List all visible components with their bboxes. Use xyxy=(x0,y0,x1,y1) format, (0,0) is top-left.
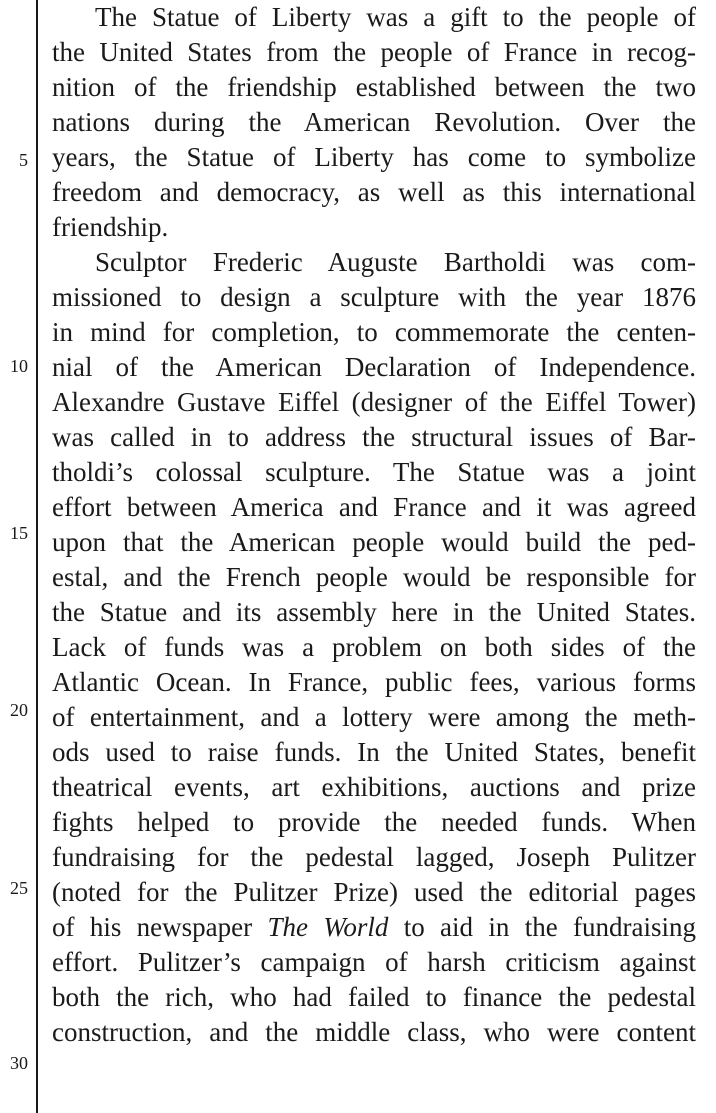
text-line: both the rich, who had failed to finance the pedestal xyxy=(52,982,696,1012)
text-line: The Statue of Liberty was a gift to the people of xyxy=(95,2,696,32)
text-line: effort. Pulitzer’s campaign of harsh criticism against xyxy=(52,947,696,977)
newspaper-title: The World xyxy=(267,912,389,942)
text-line: freedom and democracy, as well as this international xyxy=(52,177,696,207)
text-line: fights helped to provide the needed funds. When xyxy=(52,807,696,837)
line-number: 10 xyxy=(10,356,28,376)
text-line: estal, and the French people would be responsible for xyxy=(52,562,696,592)
text-line: missioned to design a sculpture with the year 1876 xyxy=(52,282,696,312)
text-line: Lack of funds was a problem on both sides of the xyxy=(52,632,696,662)
text-fragment: of his newspaper xyxy=(52,912,268,942)
passage-text xyxy=(52,0,696,1050)
text-line: Atlantic Ocean. In France, public fees, various forms xyxy=(52,667,696,697)
line-number: 30 xyxy=(10,1053,28,1073)
text-line: effort between America and France and it was agreed xyxy=(52,492,696,522)
text-line-with-italic xyxy=(52,910,696,945)
text-line: nations during the American Revolution. Over the xyxy=(52,107,696,137)
text-line: nial of the American Declaration of Independence. xyxy=(52,352,696,382)
margin-rule xyxy=(36,0,38,1113)
text-line: theatrical events, art exhibitions, auctions and prize xyxy=(52,772,696,802)
line-number: 15 xyxy=(10,523,28,543)
text-line: years, the Statue of Liberty has come to symbolize xyxy=(52,142,696,172)
text-line: tholdi’s colossal sculpture. The Statue was a joint xyxy=(52,457,696,487)
text-line: friendship. xyxy=(52,212,169,242)
text-line: Sculptor Frederic Auguste Bartholdi was com- xyxy=(95,247,696,277)
text-line: ods used to raise funds. In the United States, benefit xyxy=(52,737,696,767)
text-line: the Statue and its assembly here in the United States. xyxy=(52,597,696,627)
text-line: in mind for completion, to commemorate the centen- xyxy=(52,317,696,347)
text-line: fundraising for the pedestal lagged, Joseph Pulitzer xyxy=(52,842,696,872)
text-line: nition of the friendship established between the two xyxy=(52,72,696,102)
line-number: 20 xyxy=(10,700,28,720)
text-line: (noted for the Pulitzer Prize) used the editorial pages xyxy=(52,877,696,907)
text-line: of entertainment, and a lottery were among the meth- xyxy=(52,702,696,732)
line-number: 5 xyxy=(19,150,28,170)
text-line: construction, and the middle class, who were content xyxy=(52,1017,696,1047)
text-line: Alexandre Gustave Eiffel (designer of the Eiffel Tower) xyxy=(52,387,696,417)
text-fragment: to aid in the fundraising xyxy=(388,912,697,942)
text-line: upon that the American people would build the ped- xyxy=(52,527,696,557)
text-line: was called in to address the structural issues of Bar- xyxy=(52,422,696,452)
text-line: the United States from the people of France in recog- xyxy=(52,37,696,67)
line-number-column xyxy=(0,0,30,1113)
line-number: 25 xyxy=(10,878,28,898)
